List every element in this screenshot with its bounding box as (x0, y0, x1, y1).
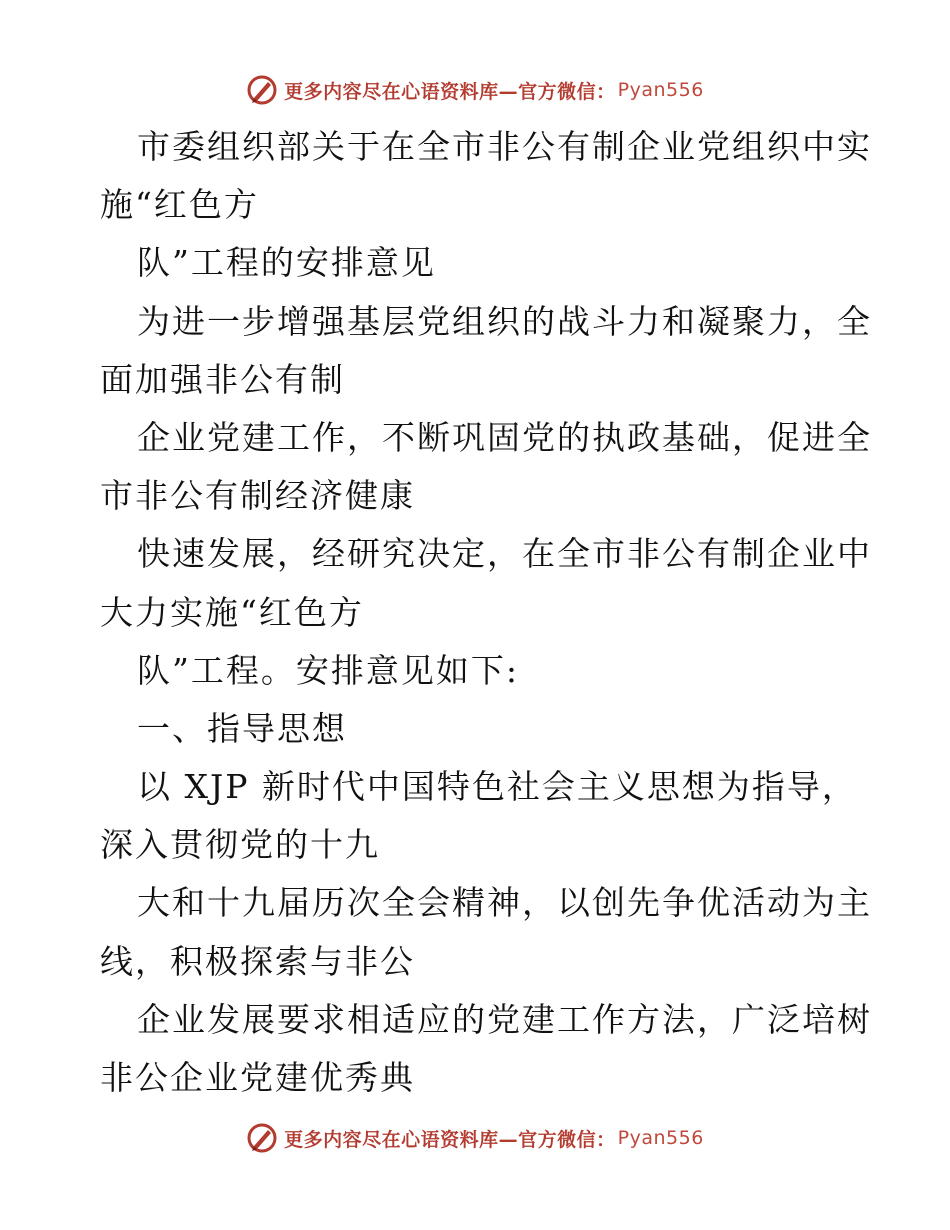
paragraph-line: 面加强非公有制 (100, 359, 345, 399)
header-wechat-id: Pyan556 (617, 79, 704, 101)
document-title-line-2: 施“红色方 (100, 185, 259, 225)
header-banner-text: 更多内容尽在心语资料库—官方微信： (284, 80, 616, 103)
document-title-line-1: 市委组织部关于在全市非公有制企业党组织中实 (137, 127, 872, 166)
paragraph-line: 队”工程。安排意见如下: (137, 650, 519, 690)
paragraph-line: 市非公有制经济健康 (100, 476, 415, 516)
paragraph-line: 企业发展要求相适应的党建工作方法，广泛培树 (137, 999, 872, 1039)
paragraph-line: 快速发展，经研究决定，在全市非公有制企业中 (137, 534, 872, 574)
footer-wechat-id: Pyan556 (617, 1127, 704, 1149)
section-heading: 一、指导思想 (137, 708, 347, 748)
pen-logo-icon (246, 1122, 278, 1154)
paragraph-line: 大和十九届历次全会精神，以创先争优活动为主 (137, 883, 872, 923)
document-title-line-3: 队”工程的安排意见 (137, 243, 436, 283)
paragraph-line: 深入贯彻党的十九 (100, 825, 380, 865)
paragraph-line: 企业党建工作，不断巩固党的执政基础，促进全 (137, 417, 872, 457)
paragraph-line: 线，积极探索与非公 (100, 941, 415, 981)
pen-logo-icon (246, 74, 278, 106)
paragraph-line: 大力实施“红色方 (100, 592, 364, 632)
paragraph-line: 为进一步增强基层党组织的战斗力和凝聚力，全 (137, 301, 872, 341)
footer-banner-text: 更多内容尽在心语资料库—官方微信： (284, 1128, 616, 1151)
document-body (100, 118, 872, 1107)
paragraph-line: 以 XJP 新时代中国特色社会主义思想为指导， (137, 767, 857, 807)
paragraph-line: 非公企业党建优秀典 (100, 1058, 415, 1097)
footer-banner (0, 1118, 950, 1158)
header-banner (0, 70, 950, 110)
